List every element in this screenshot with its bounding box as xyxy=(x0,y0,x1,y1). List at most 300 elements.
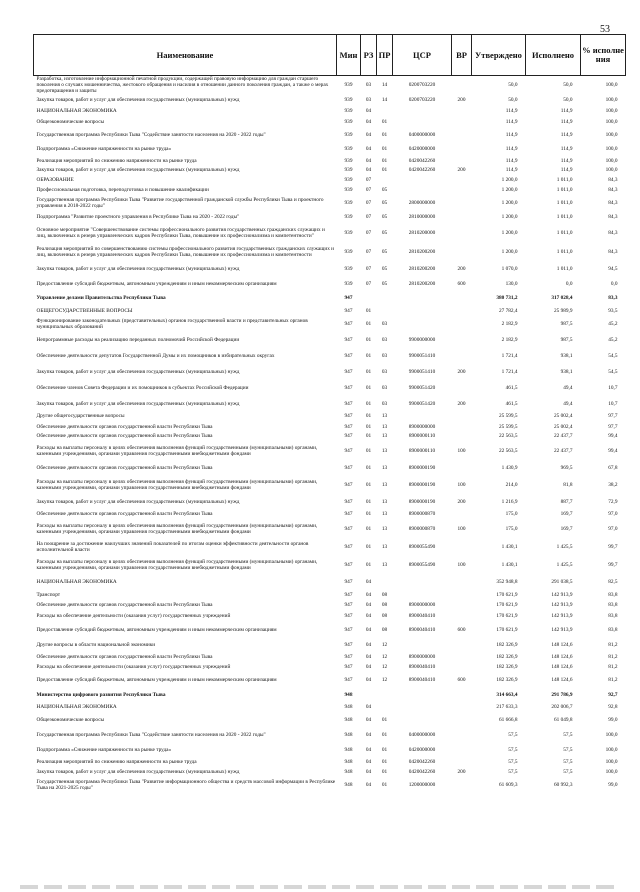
row-executed: 142 913,9 xyxy=(551,591,573,598)
table-row xyxy=(34,128,626,144)
row-pr: 13 xyxy=(381,423,388,430)
row-rz: 01 xyxy=(365,400,372,407)
row-min: 947 xyxy=(344,464,353,471)
row-percent: 97,0 xyxy=(608,510,618,517)
row-vr: 200 xyxy=(457,97,466,104)
row-approved: 1 200,0 xyxy=(501,176,518,183)
table-row xyxy=(34,462,626,476)
row-name: Обеспечение деятельности органов государственной власти Республики Тыва xyxy=(36,423,213,430)
row-executed: 291 786,9 xyxy=(551,691,573,698)
row-pr: 13 xyxy=(381,561,388,568)
row-pr xyxy=(377,107,393,118)
row-csr: 8900000000 xyxy=(408,423,436,430)
table-row xyxy=(34,412,626,423)
row-approved: 170 621,9 xyxy=(496,591,518,598)
row-percent: 99,0 xyxy=(608,781,618,788)
row-executed: 57,5 xyxy=(563,746,573,753)
row-min: 947 xyxy=(344,321,353,328)
row-rz: 03 xyxy=(365,97,372,104)
row-pr xyxy=(377,176,393,186)
row-approved: 1 430,1 xyxy=(501,561,518,568)
row-name: Другие общегосударственные вопросы xyxy=(36,413,125,420)
row-vr xyxy=(452,714,472,728)
row-name: Непрограммные расходы на реализацию переданных полномочий Российской Федерации xyxy=(36,337,240,344)
row-percent: 100,0 xyxy=(605,97,618,104)
row-vr: 200 xyxy=(457,769,466,776)
table-row xyxy=(34,674,626,689)
table-row xyxy=(34,496,626,510)
row-rz: 04 xyxy=(365,759,372,766)
row-pr: 05 xyxy=(381,280,388,287)
row-name: Подпрограмма "Развитие проектного управления в Республике Тыва на 2020 - 2022 годы" xyxy=(36,214,240,221)
table-row xyxy=(34,263,626,278)
row-min: 947 xyxy=(344,677,353,684)
row-min: 948 xyxy=(344,769,353,776)
row-approved: 461,5 xyxy=(505,385,518,392)
row-vr xyxy=(452,381,472,398)
row-csr: 0420000000 xyxy=(408,746,436,753)
row-vr xyxy=(452,144,472,157)
table-row xyxy=(34,510,626,520)
row-vr xyxy=(452,244,472,263)
table-row xyxy=(34,307,626,317)
table-row xyxy=(34,96,626,107)
row-percent: 97,7 xyxy=(608,413,618,420)
table-row xyxy=(34,244,626,263)
row-pr: 08 xyxy=(381,613,388,620)
row-min: 939 xyxy=(344,186,353,193)
row-executed: 57,5 xyxy=(563,731,573,738)
row-name: Государственная программа Республики Тыва "Развитие информационного общества и средств массовой информации в Республике Тыва на 2021-2025 годы" xyxy=(36,778,336,791)
row-executed: 1 011,0 xyxy=(556,266,573,273)
table-row xyxy=(34,714,626,728)
row-approved: 175,0 xyxy=(505,510,518,517)
row-csr: 8900040410 xyxy=(408,664,436,671)
row-approved: 182 326,9 xyxy=(496,653,518,660)
row-pr: 13 xyxy=(381,413,388,420)
row-vr: 200 xyxy=(457,266,466,273)
row-pr xyxy=(377,292,393,307)
row-percent: 45,2 xyxy=(608,321,618,328)
row-percent: 100,0 xyxy=(605,759,618,766)
row-approved: 114,9 xyxy=(505,118,518,125)
scan-edge-artifact xyxy=(20,885,620,889)
row-vr xyxy=(452,292,472,307)
row-csr: 9900000000 xyxy=(408,337,436,344)
row-min: 939 xyxy=(344,214,353,221)
row-percent: 83,8 xyxy=(608,602,618,609)
row-executed: 1 011,0 xyxy=(556,230,573,237)
row-min: 948 xyxy=(344,781,353,788)
row-name: Обеспечение деятельности органов государственной власти Республики Тыва xyxy=(36,433,213,440)
row-rz: 07 xyxy=(365,280,372,287)
row-percent: 99,0 xyxy=(608,716,618,723)
row-vr xyxy=(452,423,472,433)
row-executed: 169,7 xyxy=(560,510,573,517)
row-rz: 04 xyxy=(365,664,372,671)
row-executed: 49,4 xyxy=(563,385,573,392)
row-name: Закупка товаров, работ и услуг для обеспечения государственных (муниципальных) нужд xyxy=(36,498,240,505)
row-approved: 114,9 xyxy=(505,167,518,174)
row-pr: 03 xyxy=(381,337,388,344)
row-pr: 08 xyxy=(381,591,388,598)
row-pr: 05 xyxy=(381,214,388,221)
row-rz: 01 xyxy=(365,510,372,517)
row-executed: 22 437,7 xyxy=(553,433,573,440)
row-vr: 200 xyxy=(457,369,466,376)
row-csr: 0420042260 xyxy=(408,167,436,174)
row-approved: 114,9 xyxy=(505,146,518,153)
row-percent: 100,0 xyxy=(605,769,618,776)
row-pr: 12 xyxy=(381,677,388,684)
row-rz: 04 xyxy=(365,716,372,723)
row-csr: 1200000000 xyxy=(408,781,436,788)
row-vr: 100 xyxy=(457,561,466,568)
row-pr: 01 xyxy=(381,769,388,776)
row-csr: 2810200200 xyxy=(408,266,436,273)
row-vr: 100 xyxy=(457,525,466,532)
row-rz: 04 xyxy=(365,642,372,649)
row-csr xyxy=(393,714,452,728)
header-percent: % исполне ния xyxy=(581,35,626,76)
row-name: Профессиональная подготовка, переподготовка и повышение квалификации xyxy=(36,186,209,193)
row-executed: 114,9 xyxy=(560,167,573,174)
row-executed: 114,9 xyxy=(560,118,573,125)
row-name: Обеспечение деятельности депутатов Государственной Думы и их помощников в избирательных округах xyxy=(36,353,275,360)
row-name: Расходы на выплаты персоналу в целях обеспечения выполнения функций государственными (муниципальными) органами, казенными учреждениями, органами управления государственными внебюджетными фондами xyxy=(36,444,318,457)
row-pr: 13 xyxy=(381,433,388,440)
row-approved: 22 563,5 xyxy=(498,433,518,440)
row-name: Предоставление субсидий бюджетным, автономным учреждениям и иным некоммерческим организациям xyxy=(36,627,277,634)
row-percent: 100,0 xyxy=(605,108,618,115)
row-percent: 83,8 xyxy=(608,627,618,634)
row-pr: 01 xyxy=(381,746,388,753)
row-name: Расходы на обеспечение деятельности (оказания услуг) государственных учреждений xyxy=(36,664,231,671)
row-percent: 99,7 xyxy=(608,543,618,550)
table-row xyxy=(34,157,626,167)
header-rz: РЗ xyxy=(361,35,377,76)
row-min: 947 xyxy=(344,510,353,517)
row-pr: 01 xyxy=(381,146,388,153)
row-name: Закупка товаров, работ и услуг для обеспечения государственных (муниципальных) нужд xyxy=(36,769,240,776)
row-approved: 352 948,8 xyxy=(496,579,518,586)
table-row xyxy=(34,186,626,196)
row-executed: 114,9 xyxy=(560,146,573,153)
row-csr: 0420042260 xyxy=(408,157,436,164)
row-approved: 182 326,9 xyxy=(496,677,518,684)
table-body xyxy=(34,76,626,794)
row-pr: 01 xyxy=(381,167,388,174)
row-percent: 93,5 xyxy=(608,307,618,314)
row-approved: 57,5 xyxy=(508,731,518,738)
row-executed: 60 992,3 xyxy=(553,781,573,788)
row-rz: 04 xyxy=(365,746,372,753)
row-rz: 01 xyxy=(365,321,372,328)
row-vr xyxy=(452,186,472,196)
row-percent: 100,0 xyxy=(605,731,618,738)
row-percent: 82,5 xyxy=(608,579,618,586)
row-executed: 57,5 xyxy=(563,769,573,776)
row-name: Расходы на выплаты персоналу в целях обеспечения выполнения функций государственными (муниципальными) органами, казенными учреждениями, органами управления государственными внебюджетными фондами xyxy=(36,558,318,571)
row-approved: 2 182,9 xyxy=(501,321,518,328)
row-vr xyxy=(452,212,472,225)
row-rz: 04 xyxy=(365,579,372,586)
row-pr: 01 xyxy=(381,716,388,723)
row-name: Предоставление субсидий бюджетным, автономным учреждениям и иным некоммерческим организациям xyxy=(36,677,277,684)
row-pr: 13 xyxy=(381,464,388,471)
table-row xyxy=(34,423,626,433)
row-approved: 380 731,2 xyxy=(496,295,518,302)
row-executed: 202 006,7 xyxy=(551,704,573,711)
row-vr xyxy=(452,349,472,366)
table-row xyxy=(34,540,626,556)
row-name: Государственная программа Республики Тыва "Содействие занятости населения на 2020 - 2022 годы" xyxy=(36,131,266,138)
row-pr: 05 xyxy=(381,199,388,206)
row-vr: 600 xyxy=(457,677,466,684)
row-executed: 1 425,5 xyxy=(556,543,573,550)
row-approved: 50,0 xyxy=(508,97,518,104)
row-min: 948 xyxy=(344,731,353,738)
row-pr: 05 xyxy=(381,230,388,237)
row-executed: 148 124,6 xyxy=(551,653,573,660)
row-csr: 9900051420 xyxy=(408,385,436,392)
row-name: НАЦИОНАЛЬНАЯ ЭКОНОМИКА xyxy=(36,108,117,115)
table-row xyxy=(34,623,626,640)
row-csr: 9900051410 xyxy=(408,353,436,360)
row-pr: 03 xyxy=(381,321,388,328)
row-executed: 142 913,9 xyxy=(551,602,573,609)
row-approved: 1 430,1 xyxy=(501,543,518,550)
row-vr xyxy=(452,601,472,612)
row-csr: 2810200000 xyxy=(408,230,436,237)
row-name: Закупка товаров, работ и услуг для обеспечения государственных (муниципальных) нужд xyxy=(36,97,240,104)
row-executed: 148 124,6 xyxy=(551,642,573,649)
row-csr: 8900040410 xyxy=(408,677,436,684)
row-executed: 1 011,0 xyxy=(556,199,573,206)
row-approved: 1 430,9 xyxy=(501,464,518,471)
row-rz: 07 xyxy=(365,176,372,183)
table-row xyxy=(34,653,626,663)
row-vr xyxy=(452,307,472,317)
row-csr: 8900000000 xyxy=(408,653,436,660)
row-executed: 887,7 xyxy=(560,498,573,505)
row-executed: 317 028,4 xyxy=(551,295,573,302)
row-min: 939 xyxy=(344,108,353,115)
row-name: Закупка товаров, работ и услуг для обеспечения государственных (муниципальных) нужд xyxy=(36,266,240,273)
row-rz: 04 xyxy=(365,157,372,164)
row-percent: 97,0 xyxy=(608,525,618,532)
row-percent: 99,7 xyxy=(608,561,618,568)
row-rz: 01 xyxy=(365,447,372,454)
row-approved: 1 200,0 xyxy=(501,214,518,221)
row-name: Реализация мероприятий по совершенствованию системы профессионального развития государственных гражданских служащих и лиц, включенных в резерв управленческих кадров Республики Тыва, повышение их профессионализма и компетентности xyxy=(36,246,334,258)
row-csr: 2810200200 xyxy=(408,280,436,287)
row-csr: 8900040410 xyxy=(408,627,436,634)
row-vr xyxy=(452,758,472,769)
row-percent: 92,8 xyxy=(608,704,618,711)
row-rz: 01 xyxy=(365,307,372,314)
row-approved: 182 326,9 xyxy=(496,664,518,671)
row-executed: 50,0 xyxy=(563,97,573,104)
header-min: Мин xyxy=(337,35,361,76)
row-min: 939 xyxy=(344,249,353,256)
row-percent: 10,7 xyxy=(608,400,618,407)
row-rz: 01 xyxy=(365,525,372,532)
row-vr: 100 xyxy=(457,481,466,488)
row-approved: 314 663,4 xyxy=(496,691,518,698)
row-vr xyxy=(452,118,472,128)
row-approved: 114,9 xyxy=(505,157,518,164)
row-vr xyxy=(452,334,472,349)
row-name: Министерство цифрового развития Республики Тыва xyxy=(36,691,166,698)
table-row xyxy=(34,476,626,496)
row-name: Подпрограмма «Снижение напряженности на рынке труда» xyxy=(36,146,172,153)
row-csr: 0420042260 xyxy=(408,759,436,766)
row-name: Разработка, изготовление информационной печатной продукции, содержащей правовую информацию для граждан старшего поколения о случаях мошенничества, жестокого обращения и насилия в отношении данного поколения граждан, а также о мерах предотвращения и защиты xyxy=(36,75,329,94)
row-approved: 114,9 xyxy=(505,131,518,138)
row-executed: 22 437,7 xyxy=(553,447,573,454)
row-min: 947 xyxy=(344,664,353,671)
row-name: Обеспечение деятельности органов государственной власти Республики Тыва xyxy=(36,464,213,471)
table-row xyxy=(34,167,626,176)
row-csr: 0200703220 xyxy=(408,97,436,104)
row-name: Основное мероприятие "Совершенствование системы профессионального развития государственных гражданских служащих и лиц, включенных в резерв управленческих кадров Республики Тыва, повышение их профессионализма и компетентности" xyxy=(36,227,325,239)
row-vr xyxy=(452,778,472,794)
row-min: 947 xyxy=(344,561,353,568)
row-pr xyxy=(377,307,393,317)
row-name: Обеспечение деятельности органов государственной власти Республики Тыва xyxy=(36,602,213,609)
row-executed: 114,9 xyxy=(560,131,573,138)
row-vr: 600 xyxy=(457,280,466,287)
row-rz xyxy=(361,292,377,307)
row-csr xyxy=(393,186,452,196)
row-vr xyxy=(452,653,472,663)
row-pr: 01 xyxy=(381,781,388,788)
row-approved: 1 721,4 xyxy=(501,369,518,376)
table-row xyxy=(34,576,626,591)
row-percent: 72,9 xyxy=(608,498,618,505)
table-row xyxy=(34,769,626,778)
table-row xyxy=(34,442,626,462)
row-executed: 142 913,9 xyxy=(551,627,573,634)
row-rz: 01 xyxy=(365,561,372,568)
row-percent: 100,0 xyxy=(605,746,618,753)
row-percent: 81,2 xyxy=(608,642,618,649)
row-approved: 22 563,5 xyxy=(498,447,518,454)
row-executed: 1 011,0 xyxy=(556,186,573,193)
row-executed: 57,5 xyxy=(563,759,573,766)
row-rz: 01 xyxy=(365,423,372,430)
row-approved: 170 621,9 xyxy=(496,602,518,609)
table-row xyxy=(34,663,626,674)
row-rz: 04 xyxy=(365,653,372,660)
row-approved: 182 326,9 xyxy=(496,642,518,649)
table-row xyxy=(34,366,626,381)
row-approved: 1 200,0 xyxy=(501,186,518,193)
row-pr: 05 xyxy=(381,266,388,273)
row-csr: 8900000190 xyxy=(408,498,436,505)
table-row xyxy=(34,520,626,540)
row-min: 947 xyxy=(344,423,353,430)
table-row xyxy=(34,433,626,442)
header-name: Наименование xyxy=(34,35,337,76)
table-row xyxy=(34,212,626,225)
row-vr: 200 xyxy=(457,400,466,407)
row-executed: 987,5 xyxy=(560,337,573,344)
row-name: Функционирование законодательных (представительных) органов государственной власти и представительных органов муниципальных образований xyxy=(36,318,308,330)
row-percent: 84,3 xyxy=(608,249,618,256)
row-approved: 1 070,0 xyxy=(501,266,518,273)
row-pr xyxy=(377,576,393,591)
row-rz: 01 xyxy=(365,481,372,488)
row-executed: 25 002,4 xyxy=(553,413,573,420)
table-row xyxy=(34,292,626,307)
row-min: 939 xyxy=(344,131,353,138)
row-rz: 07 xyxy=(365,230,372,237)
row-executed: 148 124,6 xyxy=(551,664,573,671)
row-pr: 08 xyxy=(381,602,388,609)
row-approved: 170 621,9 xyxy=(496,613,518,620)
row-executed: 1 011,0 xyxy=(556,176,573,183)
row-executed: 291 038,5 xyxy=(551,579,573,586)
row-min: 947 xyxy=(344,369,353,376)
row-name: ОБРАЗОВАНИЕ xyxy=(36,176,74,183)
row-rz: 04 xyxy=(365,131,372,138)
row-min: 947 xyxy=(344,642,353,649)
row-percent: 81,2 xyxy=(608,653,618,660)
row-vr xyxy=(452,728,472,744)
row-csr: 8900000000 xyxy=(408,602,436,609)
row-csr: 2800000000 xyxy=(408,199,436,206)
row-executed: 50,0 xyxy=(563,81,573,88)
row-percent: 0,0 xyxy=(610,280,618,287)
row-csr: 0400000000 xyxy=(408,131,436,138)
row-name: Закупка товаров, работ и услуг для обеспечения государственных (муниципальных) нужд xyxy=(36,369,240,376)
row-executed: 938,1 xyxy=(560,369,573,376)
row-min: 947 xyxy=(344,602,353,609)
row-min: 939 xyxy=(344,199,353,206)
row-rz: 07 xyxy=(365,266,372,273)
row-approved: 61 609,3 xyxy=(498,781,518,788)
row-rz: 03 xyxy=(365,81,372,88)
row-percent: 45,2 xyxy=(608,337,618,344)
row-vr xyxy=(452,510,472,520)
row-name: Подпрограмма «Снижение напряженности на рынке труда» xyxy=(36,746,172,753)
row-rz: 04 xyxy=(365,731,372,738)
row-percent: 94,5 xyxy=(608,266,618,273)
row-csr xyxy=(393,176,452,186)
row-vr xyxy=(452,689,472,703)
row-pr: 13 xyxy=(381,481,388,488)
row-min: 947 xyxy=(344,400,353,407)
table-row xyxy=(34,317,626,334)
row-name: Расходы на выплаты персоналу в целях обеспечения выполнения функций государственными (муниципальными) органами, казенными учреждениями, органами управления государственными внебюджетными фондами xyxy=(36,522,318,535)
row-executed: 1 425,5 xyxy=(556,561,573,568)
row-name: Расходы на обеспечение деятельности (оказания услуг) государственных учреждений xyxy=(36,613,231,620)
row-name: НАЦИОНАЛЬНАЯ ЭКОНОМИКА xyxy=(36,704,117,711)
row-pr: 03 xyxy=(381,400,388,407)
table-row xyxy=(34,176,626,186)
row-percent: 97,7 xyxy=(608,423,618,430)
table-row xyxy=(34,349,626,366)
row-rz: 04 xyxy=(365,769,372,776)
row-min: 948 xyxy=(344,691,353,698)
row-name: ОБЩЕГОСУДАРСТВЕННЫЕ ВОПРОСЫ xyxy=(36,307,133,314)
row-pr: 03 xyxy=(381,369,388,376)
row-min: 939 xyxy=(344,230,353,237)
row-min: 939 xyxy=(344,266,353,273)
table-row xyxy=(34,107,626,118)
